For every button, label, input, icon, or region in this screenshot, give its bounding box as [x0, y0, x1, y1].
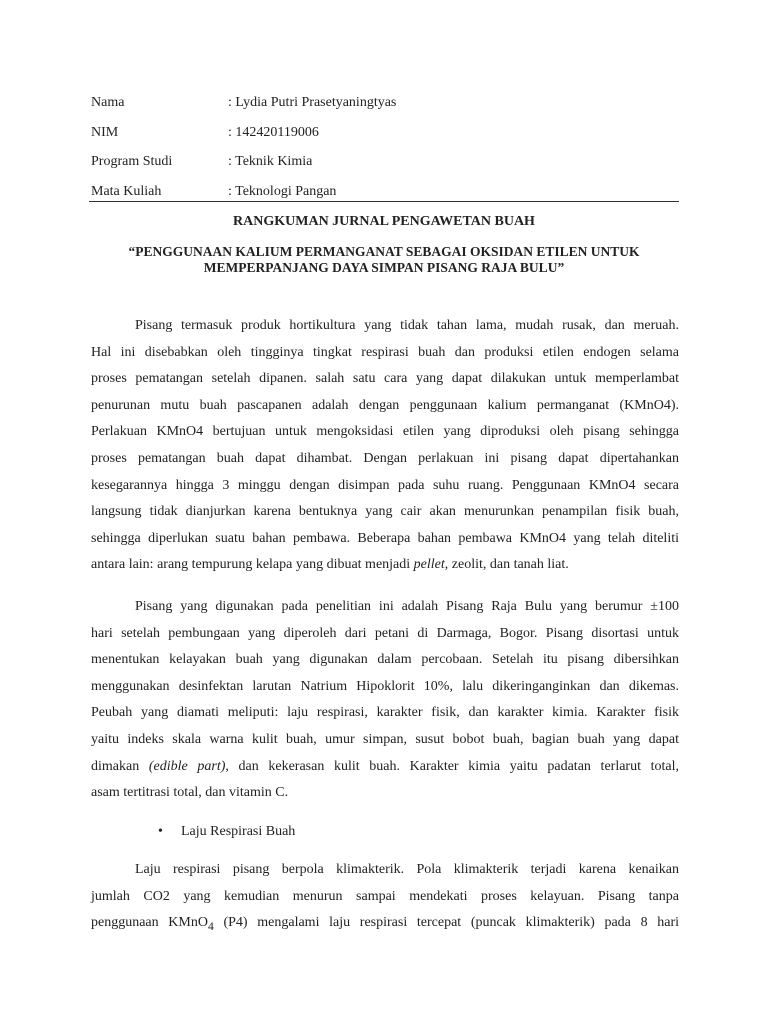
paragraph-2: [91, 597, 679, 810]
paragraph-line: langsung tidak dianjurkan karena bentuknya yang cair akan menurunkan penampilan fisik buah,: [91, 504, 679, 520]
section-heading: Laju Respirasi Buah: [181, 824, 296, 839]
bullet-icon: •: [158, 824, 163, 839]
paragraph-3: [91, 860, 679, 940]
info-label: Program Studi: [91, 154, 173, 169]
info-row-nama: [91, 93, 679, 123]
text-run: (P4) mengalami laju respirasi tercepat (puncak klimakterik) pada 8 hari: [213, 915, 680, 931]
info-label: Nama: [91, 95, 125, 110]
paragraph-line: penurunan mutu buah pascapanen adalah dengan penggunaan kalium permanganat (KMnO4).: [91, 397, 679, 413]
subscript: 4: [207, 919, 214, 933]
paragraph-line: menggunakan desinfektan larutan Natrium Hipoklorit 10%, lalu dikeringanginkan dan dikemas.: [91, 678, 679, 694]
paragraph-line: asam tertitrasi total, dan vitamin C.: [91, 785, 289, 801]
info-label: Mata Kuliah: [91, 183, 162, 199]
info-value: : Teknologi Pangan: [228, 183, 337, 199]
paragraph-line: [91, 555, 679, 582]
subtitle-line: “PENGGUNAAN KALIUM PERMANGANAT SEBAGAI OKSIDAN ETILEN UNTUK: [128, 244, 640, 259]
paragraph-line: menentukan kelayakan buah yang digunakan dalam percobaan. Setelah itu pisang dibersihkan: [91, 652, 679, 668]
info-label: NIM: [91, 124, 119, 140]
paragraph-line: Pisang termasuk produk hortikultura yang tidak tahan lama, mudah rusak, dan meruah.: [135, 318, 679, 333]
paragraph-line: kesegarannya hingga 3 minggu dengan disimpan pada suhu ruang. Penggunaan KMnO4 secara: [91, 477, 679, 493]
text-run: , zeolit, dan tanah liat.: [444, 557, 569, 573]
italic-term: pellet: [413, 557, 445, 573]
paragraph-line: proses pematangan buah dapat dihambat. Dengan perlakuan ini pisang dapat dipertahankan: [91, 450, 679, 466]
info-row-mata-kuliah: [91, 182, 679, 212]
paragraph-line: sehingga diperlukan suatu bahan pembawa. Beberapa bahan pembawa KMnO4 yang telah diteliti: [91, 530, 679, 546]
paragraph-1: [91, 316, 679, 582]
info-value: : Lydia Putri Prasetyaningtyas: [228, 95, 397, 110]
student-info: [91, 93, 679, 211]
text-run: dimakan: [91, 758, 149, 774]
paragraph-line: [91, 913, 679, 940]
paragraph-line: Peubah yang diamati meliputi: laju respirasi, karakter fisik, dan karakter kimia. Karakter fisik: [91, 705, 679, 721]
info-value: : Teknik Kimia: [228, 154, 313, 169]
text-run: antara lain: arang tempurung kelapa yang dibuat menjadi: [91, 557, 414, 573]
info-value: : 142420119006: [228, 124, 319, 140]
info-row-nim: [91, 123, 679, 153]
paragraph-line: Laju respirasi pisang berpola klimakterik. Pola klimakterik terjadi karena kenaikan: [135, 862, 679, 877]
paragraph-line: Pisang yang digunakan pada penelitian ini adalah Pisang Raja Bulu yang berumur ±100: [135, 599, 679, 614]
text-run: penggunaan KMnO: [91, 915, 208, 931]
italic-term: (edible part): [148, 758, 226, 774]
paragraph-line: Perlakuan KMnO4 bertujuan untuk mengoksidasi etilen yang diproduksi oleh pisang sehingga: [91, 424, 679, 440]
subtitle-line: MEMPERPANJANG DAYA SIMPAN PISANG RAJA BULU”: [203, 260, 565, 275]
paragraph-line: Hal ini disebabkan oleh tingginya tingkat respirasi buah dan produksi etilen endogen selama: [91, 344, 679, 360]
paragraph-line: hari setelah pembungaan yang diperoleh dari petani di Darmaga, Bogor. Pisang disortasi untuk: [91, 625, 679, 641]
header-divider: [89, 201, 679, 202]
paragraph-line: [91, 757, 679, 784]
info-row-program-studi: [91, 152, 679, 182]
paragraph-line: yaitu indeks skala warna kulit buah, umur simpan, susut bobot buah, bagian buah yang dapat: [91, 731, 679, 747]
text-run: , dan kekerasan kulit buah. Karakter kimia yaitu padatan terlarut total,: [225, 758, 679, 774]
paragraph-line: jumlah CO2 yang kemudian menurun sampai mendekati proses kelayuan. Pisang tanpa: [91, 888, 679, 904]
document-title: RANGKUMAN JURNAL PENGAWETAN BUAH: [233, 214, 535, 229]
paragraph-line: proses pematangan setelah dipanen. salah satu cara yang dapat dilakukan untuk memperlambat: [91, 371, 679, 387]
document-subtitle: [89, 244, 679, 276]
